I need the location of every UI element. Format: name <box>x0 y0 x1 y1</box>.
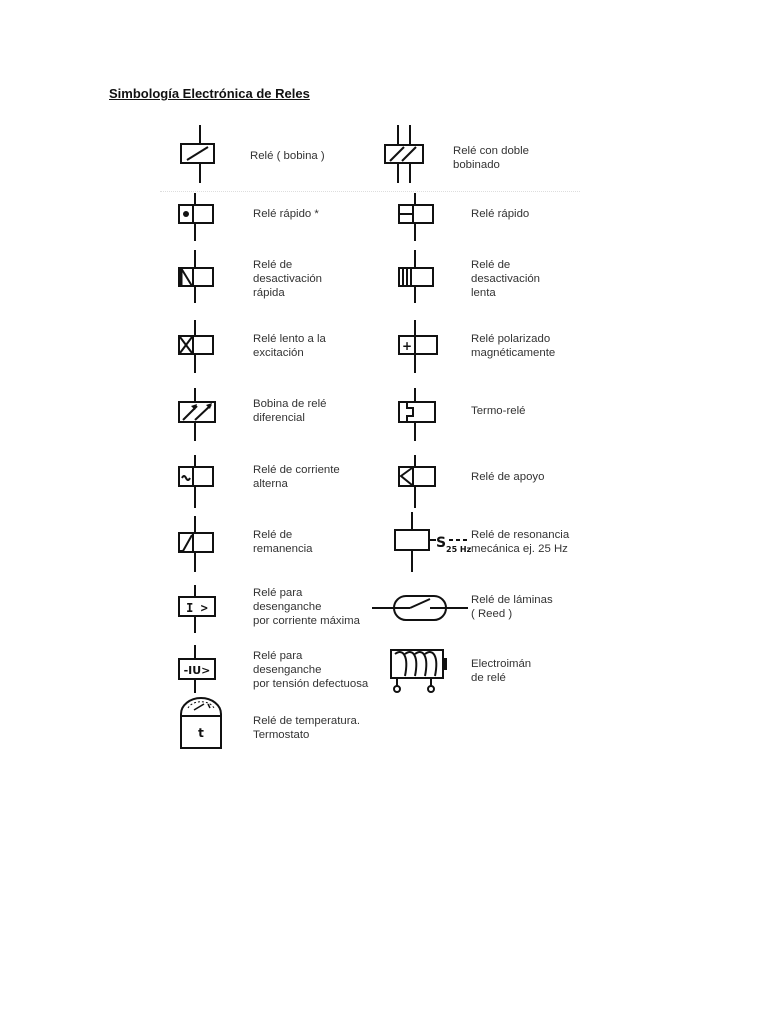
slow-operate-relay-icon <box>175 320 225 375</box>
overcurrent-relay-label: Relé para desenganche por corriente máxima <box>253 587 360 627</box>
reed-relay-label: Relé de láminas ( Reed ) <box>471 594 553 620</box>
double-wound-relay-icon <box>380 125 430 185</box>
thermal-relay-icon <box>395 388 445 443</box>
temperature-mark: t <box>198 726 204 740</box>
hz-mark: 25 Hz <box>446 545 472 554</box>
page-title: Simbología Electrónica de Reles <box>109 86 310 101</box>
thermostat-label: Relé de temperatura. Termostato <box>253 715 361 741</box>
undervoltage-relay-label: Relé para desenganche por tensión defectuosa <box>253 650 369 690</box>
remanence-relay-label: Relé de remanencia <box>253 529 313 555</box>
fast-relay-label: Relé rápido <box>471 208 530 220</box>
ac-relay-icon <box>175 455 225 510</box>
ac-relay-label: Relé de corriente alterna <box>253 464 340 490</box>
resonance-relay-label: Relé de resonancia mecánica ej. 25 Hz <box>471 529 570 555</box>
support-relay-icon <box>395 455 445 510</box>
slow-release-relay-icon <box>395 250 445 305</box>
overcurrent-relay-icon <box>175 585 225 635</box>
resonance-relay-icon <box>390 512 475 574</box>
reed-relay-icon <box>370 588 470 628</box>
slow-operate-relay-label: Relé lento a la excitación <box>253 333 326 359</box>
electromagnet-icon <box>385 646 455 696</box>
thermostat-icon <box>176 696 226 752</box>
slow-release-relay-label: Relé de desactivación lenta <box>471 259 541 299</box>
undervoltage-relay-icon <box>175 645 225 695</box>
fast-relay-dot-icon <box>175 193 225 243</box>
relay-coil-icon <box>175 125 225 185</box>
s-mark: S <box>436 535 447 551</box>
differential-coil-label: Bobina de relé diferencial <box>253 398 327 424</box>
polarized-relay-label: Relé polarizado magnéticamente <box>471 333 556 359</box>
fast-relay-icon <box>395 193 445 243</box>
double-wound-relay-label: Relé con doble bobinado <box>453 145 529 171</box>
support-relay-label: Relé de apoyo <box>471 471 545 483</box>
plus-mark: + <box>401 339 413 353</box>
remanence-relay-icon <box>175 516 225 574</box>
electromagnet-label: Electroimán de relé <box>471 658 532 684</box>
fast-release-relay-icon <box>175 250 225 305</box>
overcurrent-mark: I > <box>186 601 208 615</box>
fast-release-relay-label: Relé de desactivación rápida <box>253 259 323 299</box>
relay-coil-label: Relé ( bobina ) <box>250 150 325 162</box>
undervoltage-mark: -IU> <box>183 664 211 677</box>
differential-coil-icon <box>175 388 225 443</box>
thermal-relay-label: Termo-relé <box>471 405 526 417</box>
separator-line <box>160 191 580 192</box>
polarized-relay-icon <box>395 320 445 375</box>
fast-relay-star-label: Relé rápido * <box>253 208 319 220</box>
